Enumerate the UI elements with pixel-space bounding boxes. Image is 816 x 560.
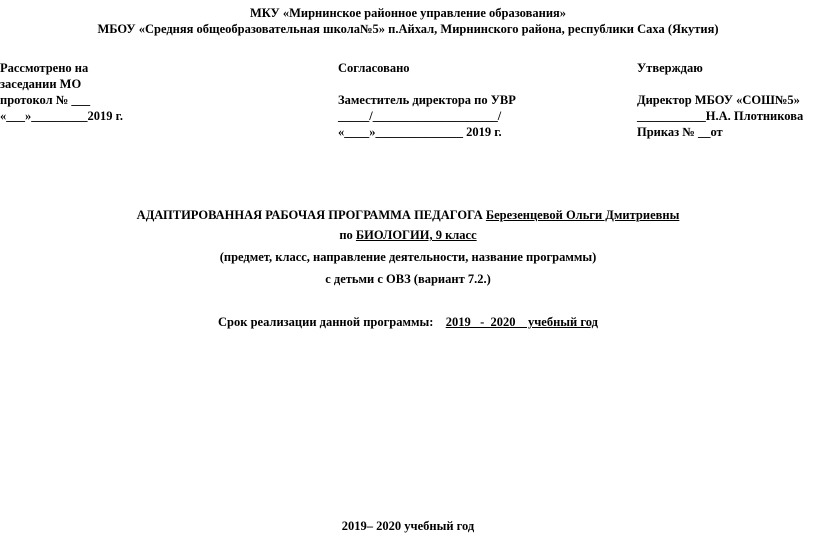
header-school: МБОУ «Средняя общеобразовательная школа№5» п.Айхал, Мирнинского района, республики Саха (Якутия) [97, 22, 719, 36]
term-value: 2019 - 2020 учебный год [445, 315, 598, 329]
approval-left-line3: протокол № ___ [0, 93, 91, 107]
footer-year: 2019– 2020 учебный год [341, 519, 475, 533]
program-term [0, 315, 816, 330]
approval-right-line4: Приказ № __от [637, 125, 723, 139]
program-ovz: с детьми с ОВЗ (вариант 7.2.) [325, 272, 491, 286]
approval-middle-line4: «____»______________ 2019 г. [338, 125, 502, 139]
program-subject [0, 228, 816, 243]
approval-middle-line2: Заместитель директора по УВР [338, 93, 516, 107]
approval-right-line1: Утверждаю [637, 61, 703, 75]
subject-name: БИОЛОГИИ, 9 класс [355, 228, 477, 242]
approval-left-line4: «___»_________2019 г. [0, 109, 124, 123]
header-organization: МКУ «Мирнинское районное управление образования» [249, 6, 567, 20]
approval-middle-line3: _____/____________________/ [338, 109, 502, 123]
approval-middle-line1: Согласовано [338, 61, 410, 75]
program-title [0, 208, 816, 223]
approval-right-line3: ___________Н.А. Плотникова [637, 109, 804, 123]
program-title-prefix: АДАПТИРОВАННАЯ РАБОЧАЯ ПРОГРАММА ПЕДАГОГА [136, 208, 483, 222]
approval-left-line2: заседании МО [0, 77, 82, 91]
teacher-name: Березенцевой Ольги Дмитриевны [485, 208, 680, 222]
program-subtitle: (предмет, класс, направление деятельности, название программы) [219, 250, 597, 264]
subject-prefix: по [339, 228, 353, 242]
approval-right-line2: Директор МБОУ «СОШ№5» [637, 93, 800, 107]
approval-left-line1: Рассмотрено на [0, 61, 89, 75]
term-label: Срок реализации данной программы: [218, 315, 434, 329]
